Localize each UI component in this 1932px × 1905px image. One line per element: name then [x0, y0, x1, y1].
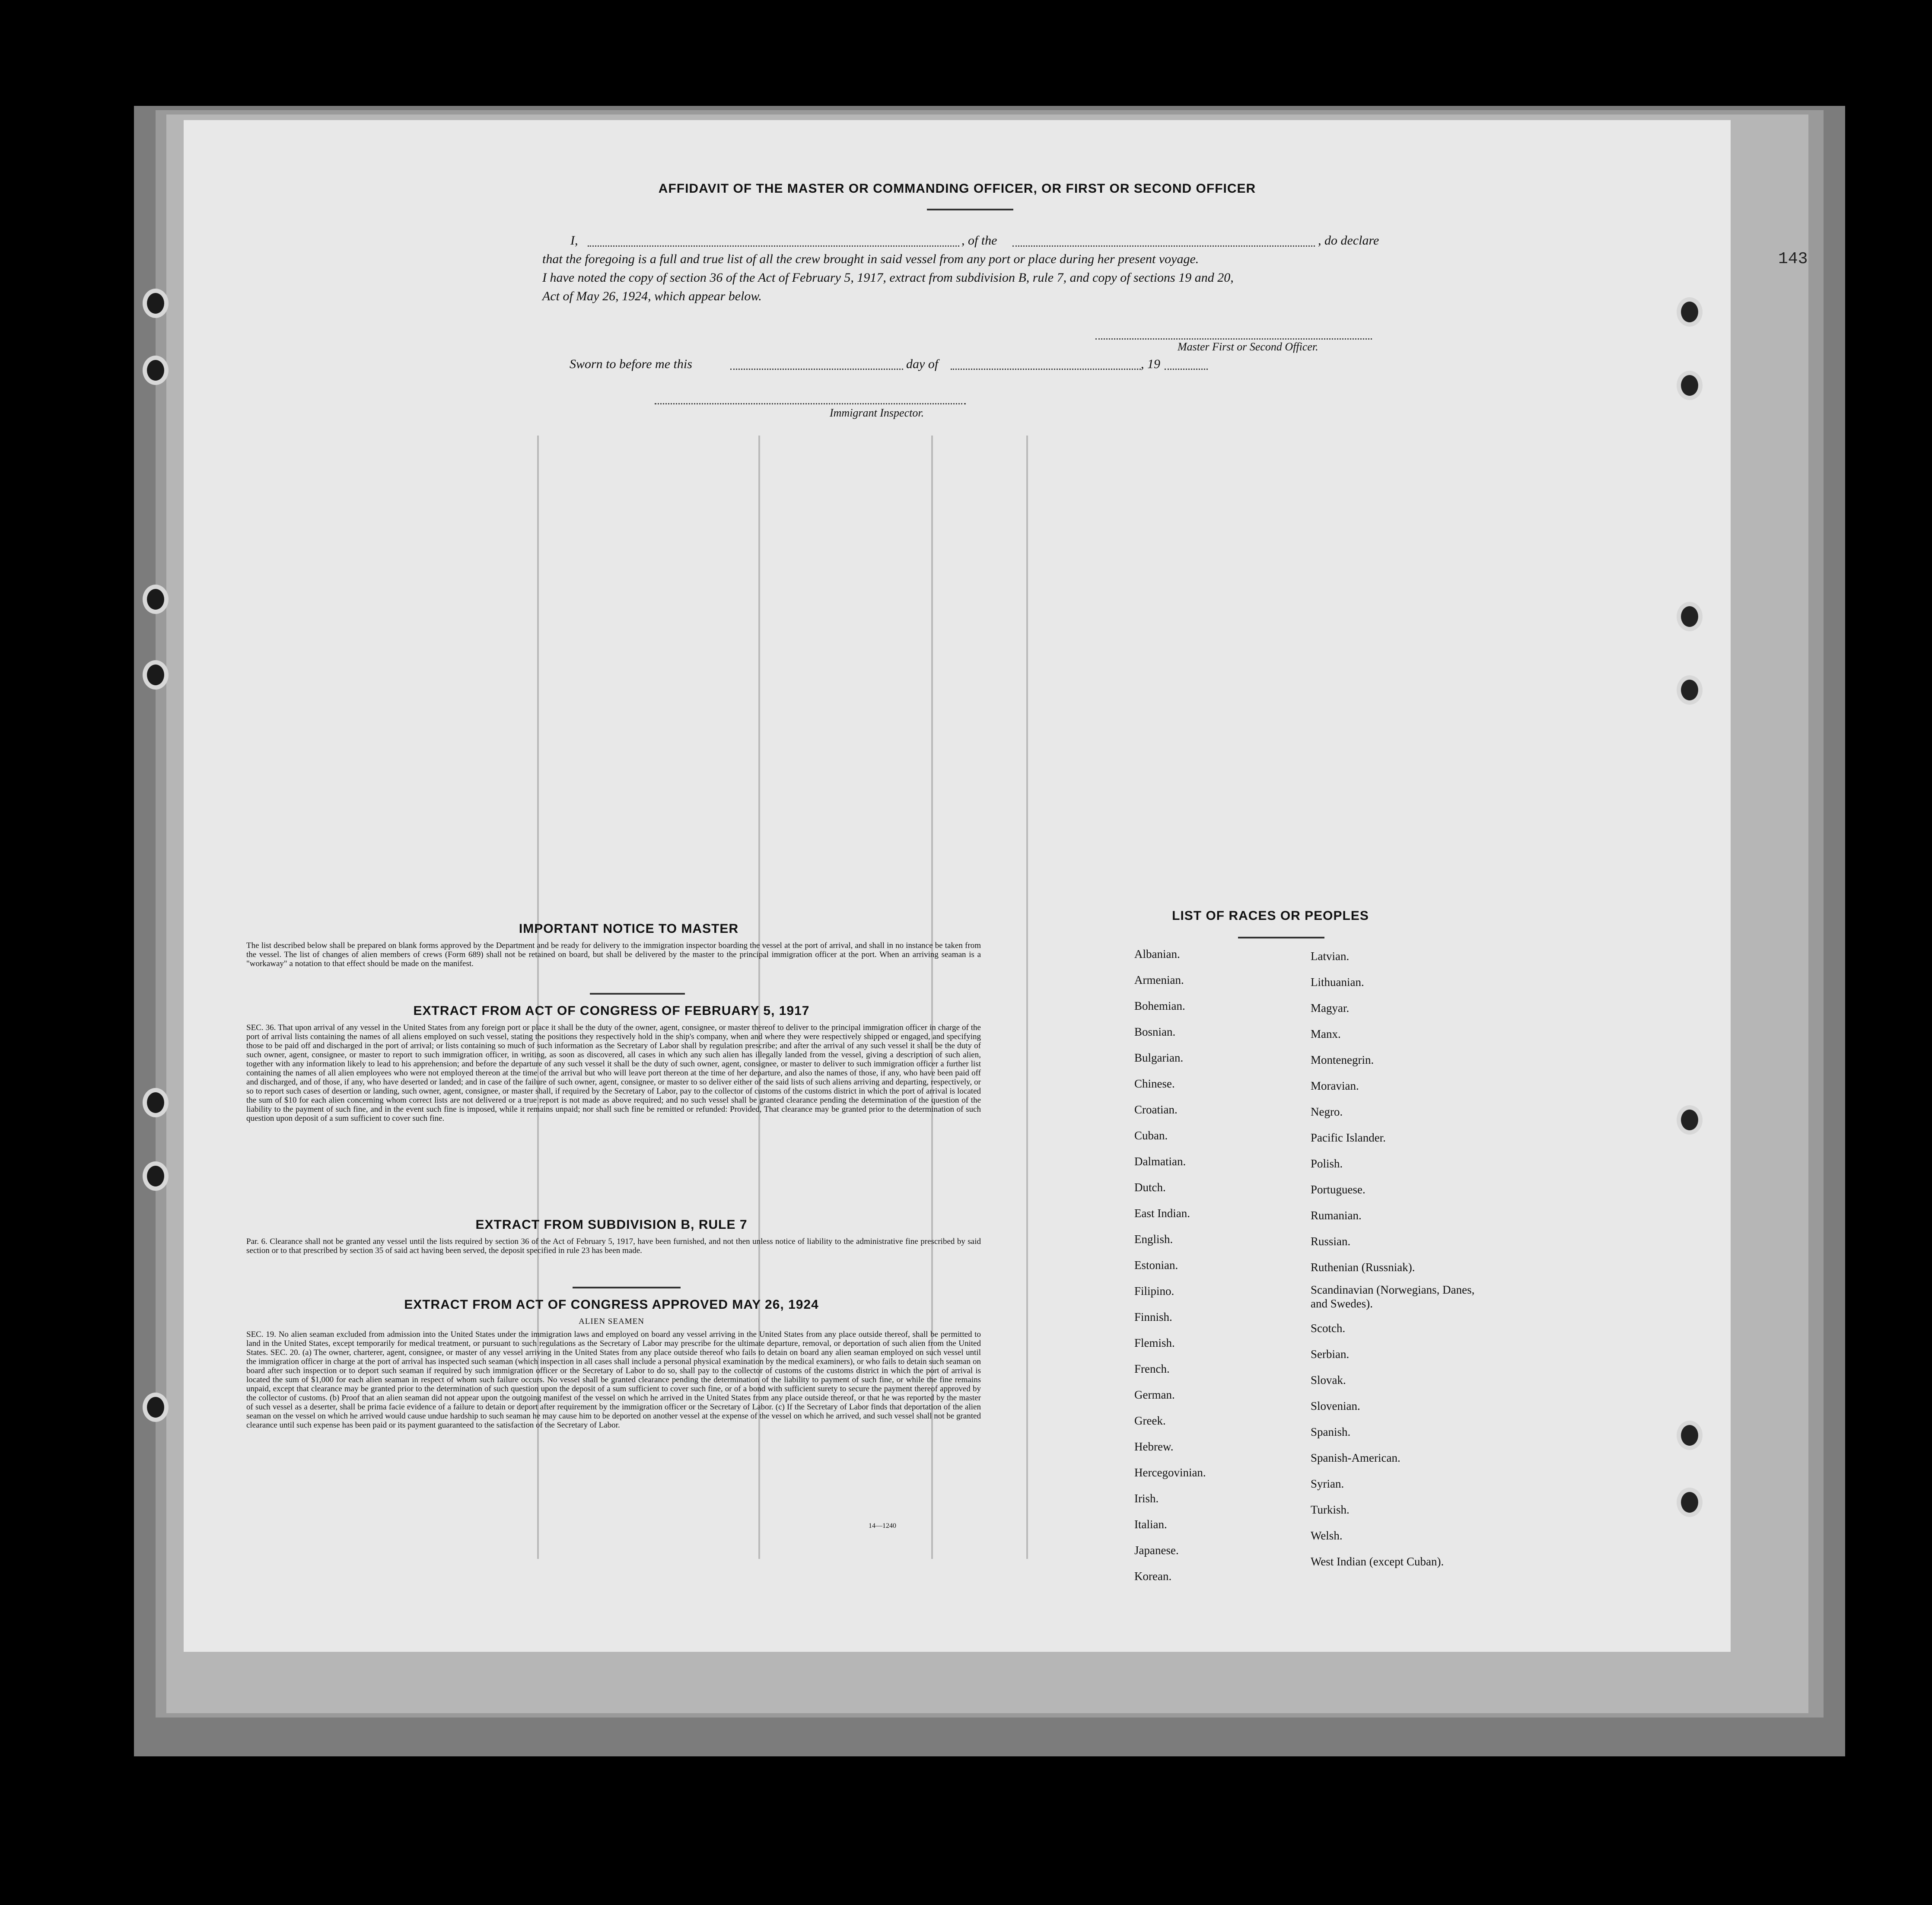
race-item: Latvian.	[1311, 950, 1350, 963]
binder-hole-icon	[1677, 1421, 1703, 1450]
race-item: Dalmatian.	[1134, 1155, 1186, 1168]
races-right-column	[1311, 943, 1475, 1574]
race-item: Polish.	[1311, 1157, 1343, 1170]
race-item: Finnish.	[1134, 1310, 1172, 1323]
race-item: Magyar.	[1311, 1002, 1350, 1015]
race-item: Chinese.	[1134, 1077, 1175, 1090]
extract-1924-subtitle: ALIEN SEAMEN	[579, 1317, 644, 1326]
race-item: Scandinavian (Norwegians, Danes, and Swedes).	[1311, 1283, 1475, 1310]
race-item: French.	[1134, 1362, 1170, 1375]
sworn-label: Sworn to before me this	[570, 357, 692, 371]
manifest-page	[184, 120, 1808, 1652]
subdivision-b-title: EXTRACT FROM SUBDIVISION B, RULE 7	[475, 1218, 748, 1232]
race-item: Moravian.	[1311, 1079, 1359, 1092]
page-number: 143	[1778, 250, 1808, 268]
race-item: Croatian.	[1134, 1103, 1178, 1116]
races-title: LIST OF RACES OR PEOPLES	[1172, 909, 1369, 923]
race-item: Lithuanian.	[1311, 976, 1364, 989]
year-label: , 19	[1141, 357, 1160, 371]
race-item: Slovak.	[1311, 1374, 1346, 1387]
race-item: Manx.	[1311, 1027, 1341, 1040]
inspector-signature-line	[655, 403, 966, 404]
extract-1917-body: SEC. 36. That upon arrival of any vessel in the United States from any foreign port or place it shall be the duty of the owner, agent, consignee, or master thereof to deliver to the principal immigration officer in charge of the port of arrival lists containing the names of all aliens employed on such vessel, stating the positions they respectively hold in the ship's company, when and where they were respectively shipped or engaged, and specifying those to be paid off and discharged in the port of arrival; or lists containing so much of such information as the Secretary of Labor shall by regulation prescribe; and after the arrival of any such vessel it shall be the duty of such owner, agent, consignee, or master to report to such immigration officer, in writing, as soon as discovered, all cases in which any such alien has illegally landed from the vessel, giving a description of such alien, together with any information likely to lead to his apprehension; and before the departure of any such vessel it shall be the duty of such owner, agent, consignee, or master to deliver to such immigration officer a further list containing the names of all alien employees who were not employed thereon at the time of the arrival but who will leave port thereon at the time of her departure, and also the names of those, if any, who have been paid off and discharged, and of those, if any, who have deserted or landed; and in case of the failure of such owner, agent, consignee, or master to so deliver either of the said lists of such aliens arriving and departing, respectively, or so to report such cases of desertion or landing, such owner, agent, consignee, or master shall, if required by the Secretary of Labor, pay to the collector of customs of the customs district in which the port of arrival is located the sum of $10 for each alien concerning whom correct lists are not delivered or a true report is not made as above required; and no such vessel shall be granted clearance pending the determination of the question of the liability to the payment of such fine, and in the event such fine is imposed, while it remains unpaid; nor shall such fine be remitted or refunded: Provided, That clearance may be granted prior to the determination of such question upon deposit of a sum sufficient to cover such fine.	[246, 1023, 981, 1123]
year-blank	[1165, 369, 1208, 370]
master-signature-line	[1095, 338, 1372, 340]
race-item: Welsh.	[1311, 1529, 1343, 1542]
divider	[1238, 937, 1324, 938]
races-left-column	[1134, 941, 1206, 1589]
race-item: German.	[1134, 1388, 1175, 1401]
extract-1924-title: EXTRACT FROM ACT OF CONGRESS APPROVED MAY 26, 1924	[404, 1298, 819, 1312]
race-item: Slovenian.	[1311, 1399, 1360, 1412]
day-of-label: day of	[906, 357, 939, 371]
divider	[927, 209, 1013, 210]
race-item: Cuban.	[1134, 1129, 1168, 1142]
race-item: Bosnian.	[1134, 1025, 1176, 1038]
race-item: Ruthenian (Russniak).	[1311, 1261, 1415, 1274]
affidavit-line4: Act of May 26, 1924, which appear below.	[542, 289, 762, 303]
binder-hole-icon	[1677, 602, 1703, 631]
race-item: Flemish.	[1134, 1336, 1175, 1349]
race-item: Portuguese.	[1311, 1183, 1365, 1196]
race-item: Bulgarian.	[1134, 1051, 1184, 1064]
race-item: Filipino.	[1134, 1285, 1174, 1298]
binder-hole-icon	[143, 289, 169, 318]
affidavit-declare: , do declare	[1318, 233, 1379, 248]
form-number: 14—1240	[869, 1522, 896, 1530]
affidavit-i: I,	[570, 233, 578, 248]
binder-hole-icon	[143, 585, 169, 614]
bleed-through-line	[1026, 436, 1028, 1559]
race-item: Irish.	[1134, 1492, 1159, 1505]
race-item: Bohemian.	[1134, 999, 1185, 1012]
notice-body: The list described below shall be prepared on blank forms approved by the Department and be ready for delivery to the immigration inspector boarding the vessel at the port of arrival, and shall in no instance be taken from the vessel. The list of changes of alien members of crews (Form 689) shall not be retained on board, but shall be delivered by the master to the principal immigration officer at the port. When an arriving seaman is a "workaway" a notation to that effect should be made on the manifest.	[246, 941, 981, 968]
race-item: Pacific Islander.	[1311, 1131, 1386, 1144]
race-item: Rumanian.	[1311, 1209, 1362, 1222]
extract-1924-body: SEC. 19. No alien seaman excluded from admission into the United States under the immigration laws and employed on board any vessel arriving in the United States from any place outside thereof, shall be permitted to land in the United States, except temporarily for medical treatment, or pursuant to such regulations as the Secretary of Labor may prescribe for the ultimate departure, removal, or deportation of such alien from the United States. SEC. 20. (a) The owner, charterer, agent, consignee, or master of any vessel arriving in the United States from any place outside thereof who fails to detain on board any alien seaman employed on such vessel until the immigration officer in charge at the port of arrival has inspected such seaman (which inspection in all cases shall include a personal physical examination by the medical examiners), or who fails to detain such seaman on board after such inspection or to deport such seaman if required by such immigration officer or the Secretary of Labor to do so, shall pay to the collector of customs of the customs district in which the port of arrival is located the sum of $1,000 for each alien seaman in respect of whom such failure occurs. No vessel shall be granted clearance pending the determination of the liability to payment of such fine, or while the fine remains unpaid, except that clearance may be granted prior to the determination of such question upon the deposit of a sum sufficient to cover such fine, or of a bond with sufficient surety to secure the payment thereof approved by the collector of customs. (b) Proof that an alien seaman did not appear upon the outgoing manifest of the vessel on which he arrived in the United States from any place outside thereof, or that he was reported by the master of such vessel as a deserter, shall be prima facie evidence of a failure to detain or deport after requirement by the immigration officer or the Secretary of Labor. (c) If the Secretary of Labor finds that deportation of the alien seaman on the vessel on which he arrived would cause undue hardship to such seaman he may cause him to be deported on another vessel at the expense of the vessel on which he arrived, and such vessel shall not be granted clearance until such expense has been paid or its payment guaranteed to the satisfaction of the Secretary of Labor.	[246, 1330, 981, 1430]
binder-hole-icon	[1677, 1105, 1703, 1135]
extract-1917-title: EXTRACT FROM ACT OF CONGRESS OF FEBRUARY 5, 1917	[413, 1004, 810, 1018]
divider	[573, 1287, 681, 1288]
binder-hole-icon	[1677, 675, 1703, 705]
affidavit-title: AFFIDAVIT OF THE MASTER OR COMMANDING OFFICER, OR FIRST OR SECOND OFFICER	[658, 181, 1256, 196]
race-item: Dutch.	[1134, 1181, 1166, 1194]
affidavit-of-the: , of the	[961, 233, 997, 248]
sworn-date-blank	[730, 369, 903, 370]
race-item: Spanish-American.	[1311, 1451, 1400, 1464]
race-item: Greek.	[1134, 1414, 1166, 1427]
race-item: Hercegovinian.	[1134, 1466, 1206, 1479]
affidavit-line3: I have noted the copy of section 36 of the Act of February 5, 1917, extract from subdivision B, rule 7, and copy of sections 19 and 20,	[542, 270, 1234, 285]
month-blank	[951, 369, 1141, 370]
binder-hole-icon	[143, 1088, 169, 1117]
inspector-caption: Immigrant Inspector.	[830, 407, 924, 419]
race-item: Italian.	[1134, 1518, 1167, 1531]
race-item: English.	[1134, 1233, 1173, 1246]
race-item: East Indian.	[1134, 1207, 1190, 1220]
vessel-blank	[1012, 245, 1315, 247]
notice-title: IMPORTANT NOTICE TO MASTER	[519, 922, 739, 936]
affidavit-line2: that the foregoing is a full and true list of all the crew brought in said vessel from any port or place during her present voyage.	[542, 252, 1199, 266]
binder-hole-icon	[143, 1393, 169, 1422]
binder-hole-icon	[143, 356, 169, 385]
race-item: Negro.	[1311, 1105, 1343, 1118]
race-item: Spanish.	[1311, 1425, 1351, 1438]
race-item: Armenian.	[1134, 973, 1184, 986]
binder-hole-icon	[1677, 297, 1703, 327]
race-item: Russian.	[1311, 1235, 1351, 1248]
binder-hole-icon	[1677, 1488, 1703, 1517]
race-item: Japanese.	[1134, 1544, 1179, 1557]
race-item: Serbian.	[1311, 1348, 1350, 1361]
race-item: Scotch.	[1311, 1322, 1346, 1335]
name-blank	[588, 245, 959, 247]
race-item: Syrian.	[1311, 1477, 1344, 1490]
binder-hole-icon	[143, 1161, 169, 1191]
race-item: Hebrew.	[1134, 1440, 1174, 1453]
subdivision-b-body: Par. 6. Clearance shall not be granted any vessel until the lists required by section 36 of the Act of February 5, 1917, have been furnished, and not then unless notice of liability to the administrative fine prescribed by said section or to that prescribed by section 35 of said act having been served, the deposit specified in rule 23 has been made.	[246, 1237, 981, 1255]
race-item: Estonian.	[1134, 1259, 1178, 1272]
race-item: Turkish.	[1311, 1503, 1350, 1516]
divider	[590, 993, 685, 995]
race-item: Korean.	[1134, 1570, 1172, 1583]
binder-hole-icon	[143, 660, 169, 690]
race-item: West Indian (except Cuban).	[1311, 1555, 1444, 1568]
master-caption: Master First or Second Officer.	[1178, 340, 1318, 353]
race-item: Montenegrin.	[1311, 1053, 1374, 1066]
binder-hole-icon	[1677, 371, 1703, 400]
race-item: Albanian.	[1134, 948, 1180, 960]
